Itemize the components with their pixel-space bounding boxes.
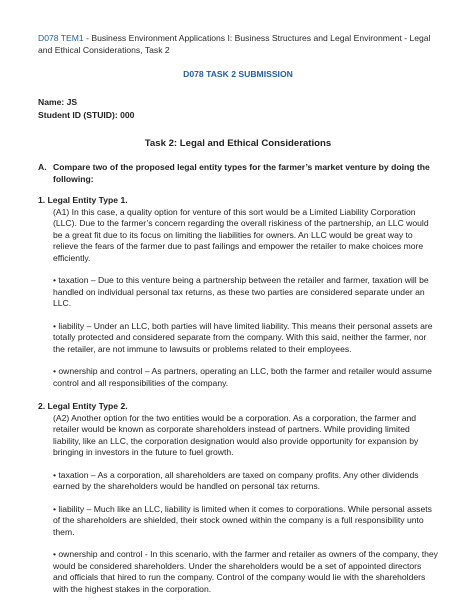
entity1-tag: (A1) [53,206,70,217]
entity2-taxation: • taxation – As a corporation, all shareholders are taxed on company profits. Any other dividends earned by the shareholders would be handled on personal tax returns. [53,469,419,491]
task-heading: Task 2: Legal and Ethical Considerations [144,138,332,149]
student-info [38,96,438,121]
entity2-heading: 2. Legal Entity Type 2. [38,401,128,411]
entity1-body [38,207,438,390]
entity1-ownership: • ownership and control – As partners, operating an LLC, both the farmer and retailer would assume control and all responsibilities of the company. [53,366,432,388]
document-header [38,33,438,56]
entity2-body [38,413,438,596]
course-code: D078 TEM1 [38,33,84,43]
entity1-intro-text: In this case, a quality option for venture of this sort would be a Limited Liability Corporation (LLC). Due to the farmer’s concern regarding the overall riskiness of the partnership, an LLC would be a great fit due to its focus on limiting the liabilities for owners. An LLC would be great way to relieve the fears of the farmer due to past failings and empower the retailer to make choices more efficiently. [53,206,429,263]
submission-title: D078 TASK 2 SUBMISSION [183,69,293,79]
entity2-ownership: • ownership and control - In this scenario, with the farmer and retailer as owners of the company, they would be considered shareholders. Under the shareholders would be a set of appointed directors and officials that hired to run the company. Control of the company would lie with the shareholders with the highest stakes in the corporation. [53,549,438,594]
entity2-intro-text: Another option for the two entities would be a corporation. As a corporation, the farmer and retailer would be known as corporate shareholders instead of partners. While providing limited liability, like an LLC, the corporation designation would also provide opportunity for expansion by bringing in investors in the future to fuel growth. [53,412,419,457]
entity2-liability: • liability – Much like an LLC, liability is limited when it comes to corporations. While personal assets of the shareholders are shielded, their stock owned within the company is a full responsibility unto them. [53,503,432,537]
student-name: Name: JS [38,97,78,107]
entity1-liability: • liability – Under an LLC, both parties will have limited liability. This means their personal assets are totally protected and considered separate from the company. With this said, neither the farmer, nor the retailer, are not immune to lawsuits or problems related to their employees. [53,320,433,354]
entity1-intro [53,207,438,265]
section-a-marker: A. [38,162,47,172]
student-id: Student ID (STUID): 000 [38,109,135,120]
section-a-text: Compare two of the proposed legal entity types for the farmer’s market venture by doing the following: [53,162,430,184]
entity2-tag: (A2) [53,412,70,423]
entity1-heading: 1. Legal Entity Type 1. [38,195,128,205]
entity2-intro [53,413,438,459]
course-description: - Business Environment Applications I: Business Structures and Legal Environment - Legal and Ethical Considerations, Task 2 [38,33,431,55]
section-a-prompt [38,161,438,185]
entity1-taxation: • taxation – Due to this venture being a partnership between the retailer and farmer, taxation will be handled on individual personal tax returns, as these two parties are considered separate under an LLC. [53,275,429,308]
